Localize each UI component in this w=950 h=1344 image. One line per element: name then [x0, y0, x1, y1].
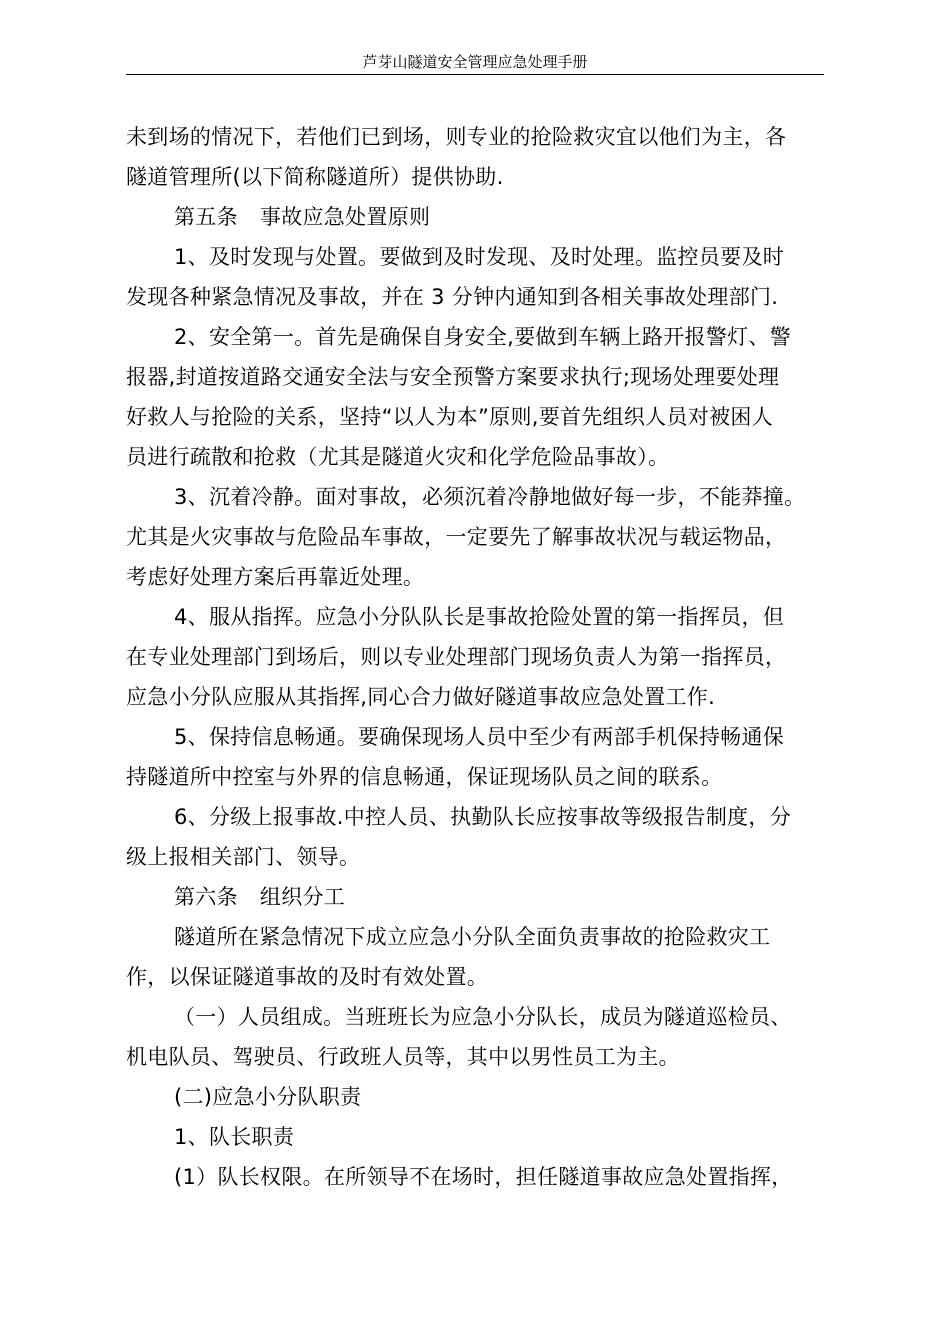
body-line: 级上报相关部门、领导。	[126, 845, 361, 869]
article-heading	[126, 197, 824, 237]
body-line: 未到场的情况下，若他们已到场，则专业的抢险救灾宜以他们为主，各	[126, 125, 787, 149]
body-line: 持隧道所中控室与外界的信息畅通，保证现场队员之间的联系。	[126, 765, 723, 789]
article-number: 第六条	[174, 885, 238, 909]
body-line: 员进行疏散和抢救（尤其是隧道火灾和化学危险品事故）。	[126, 445, 670, 469]
body-line: 在专业处理部门到场后，则以专业处理部门现场负责人为第一指挥员，	[126, 645, 787, 669]
body-line: 6、分级上报事故.中控人员、执勤队长应按事故等级报告制度，分	[174, 805, 792, 829]
body-line: 发现各种紧急情况及事故，并在 3 分钟内通知到各相关事故处理部门.	[126, 285, 779, 309]
body-line: 隧道所在紧急情况下成立应急小分队全面负责事故的抢险救灾工	[174, 925, 771, 949]
body-line: 考虑好处理方案后再靠近处理。	[126, 565, 425, 589]
section-heading: (二)应急小分队职责	[174, 1085, 362, 1109]
header-divider	[126, 74, 824, 75]
body-line: 5、保持信息畅通。要确保现场人员中至少有两部手机保持畅通保	[174, 725, 785, 749]
body-line: (1）队长权限。在所领导不在场时，担任隧道事故应急处置指挥，	[174, 1165, 793, 1189]
page-header: 芦芽山隧道安全管理应急处理手册	[362, 53, 588, 71]
body-line: 机电队员、驾驶员、行政班人员等，其中以男性员工为主。	[126, 1045, 680, 1069]
article-number: 第五条	[174, 205, 238, 229]
body-line: 2、安全第一。首先是确保自身安全,要做到车辆上路开报警灯、警	[174, 325, 792, 349]
article-title: 事故应急处置原则	[259, 205, 431, 229]
body-line: 1、及时发现与处置。要做到及时发现、及时处理。监控员要及时	[174, 245, 785, 269]
subsection-heading: 1、队长职责	[174, 1125, 295, 1149]
body-line: 作，以保证隧道事故的及时有效处置。	[126, 965, 489, 989]
body-line: （一）人员组成。当班班长为应急小分队长，成员为隧道巡检员、	[174, 1005, 792, 1029]
body-line: 隧道管理所(以下简称隧道所）提供协助.	[126, 165, 504, 189]
article-title: 组织分工	[259, 885, 346, 909]
body-line: 3、沉着冷静。面对事故，必须沉着冷静地做好每一步，不能莽撞。	[174, 485, 806, 509]
document-body	[126, 117, 824, 1197]
body-line: 应急小分队应服从其指挥,同心合力做好隧道事故应急处置工作.	[126, 685, 716, 709]
article-heading	[126, 877, 824, 917]
body-line: 尤其是火灾事故与危险品车事故，一定要先了解事故状况与载运物品，	[126, 525, 787, 549]
body-line: 4、服从指挥。应急小分队队长是事故抢险处置的第一指挥员，但	[174, 605, 785, 629]
body-line: 好救人与抢险的关系，坚持“以人为本”原则,要首先组织人员对被困人	[126, 405, 774, 429]
body-line: 报器,封道按道路交通安全法与安全预警方案要求执行;现场处理要处理	[126, 365, 780, 389]
